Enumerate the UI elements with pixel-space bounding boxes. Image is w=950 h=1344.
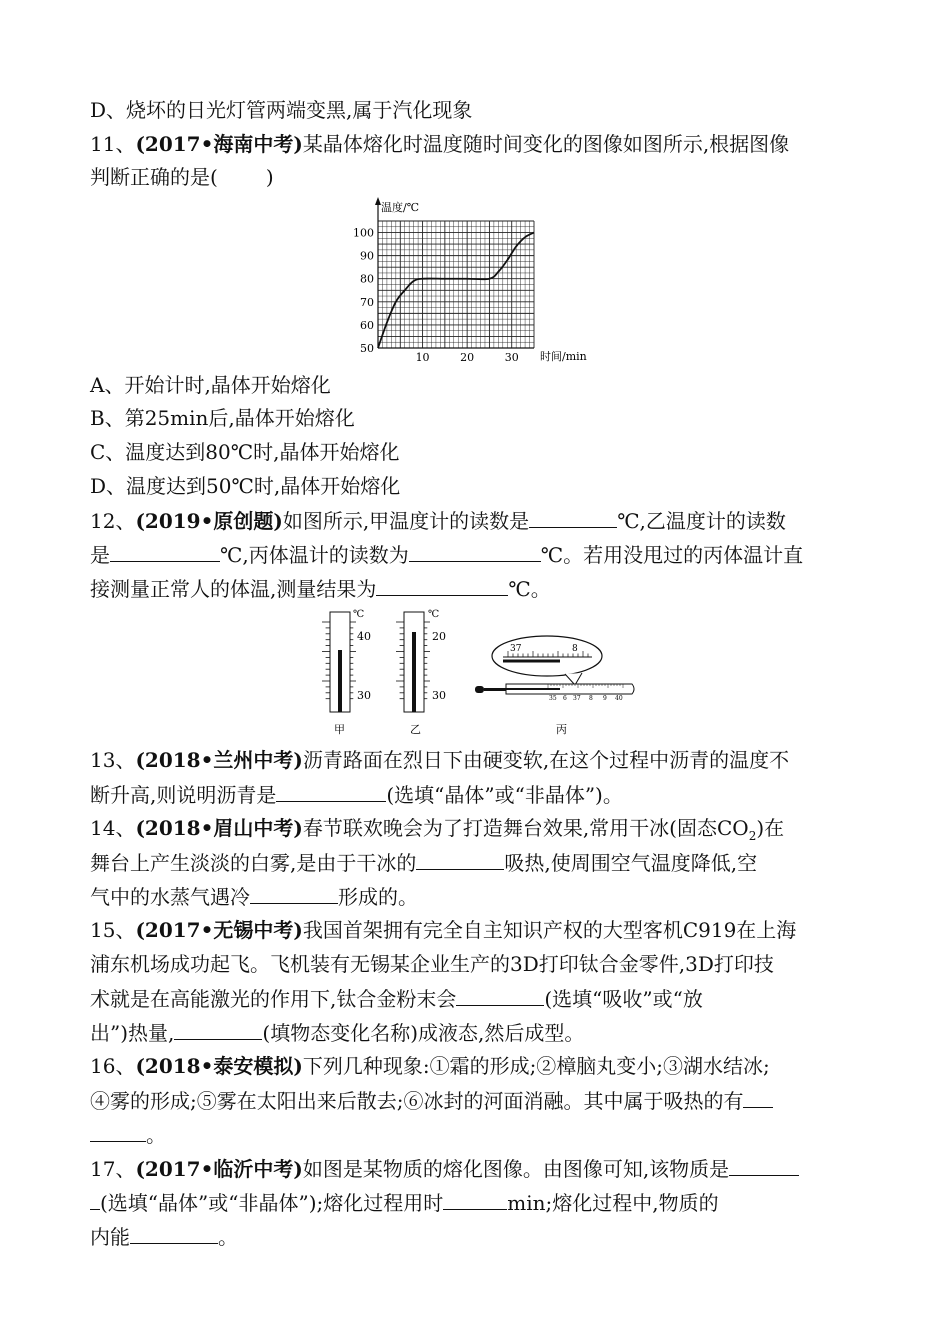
x-tick-label: 30 [504, 351, 519, 364]
q15-text: (填物态变化名称)成液态,然后成型。 [262, 1021, 585, 1045]
q12-text: ℃,乙温度计的读数 [617, 509, 786, 533]
bing-scale-label: 35 [549, 695, 557, 702]
jia-label-30: 30 [357, 689, 371, 702]
bing-scale-label: 8 [589, 695, 593, 702]
q12-line2 [90, 541, 803, 568]
q13-text: 断升高,则说明沥青是 [90, 783, 277, 807]
q17-blank-1-cont[interactable] [90, 1189, 100, 1210]
q12-text: ℃。 [508, 577, 551, 601]
x-tick-label: 10 [415, 351, 430, 364]
q11-option-c[interactable]: C、温度达到80℃时,晶体开始熔化 [90, 440, 400, 464]
q17-line1 [90, 1155, 799, 1182]
q14-subscript: 2 [748, 829, 757, 843]
q14-text: 形成的。 [338, 885, 418, 909]
q17-blank-3[interactable] [130, 1223, 218, 1244]
q13-text: (选填“晶体”或“非晶体”)。 [386, 783, 623, 807]
q11-option-b[interactable]: B、第25min后,晶体开始熔化 [90, 406, 355, 430]
q17-blank-1[interactable] [729, 1155, 799, 1176]
q17-line2 [90, 1189, 719, 1216]
magnifier-ellipse [492, 636, 602, 676]
x-tick-labels [416, 351, 519, 364]
thermometers-figure [310, 603, 650, 738]
q11-number: 11、 [90, 132, 136, 156]
melting-curve-chart [340, 192, 610, 367]
q16-blank-part2[interactable] [90, 1121, 146, 1142]
q12-line3 [90, 575, 551, 602]
q14-source: (2018•眉山中考) [135, 816, 303, 840]
q11-stem-line1 [90, 131, 789, 157]
q14-line3 [90, 883, 418, 910]
q12-text: 接测量正常人的体温,测量结果为 [90, 577, 377, 601]
q12-text: 是 [90, 543, 110, 567]
q15-blank-2[interactable] [174, 1019, 262, 1040]
jia-caption: 甲 [334, 723, 345, 736]
q17-number: 17、 [90, 1157, 136, 1181]
q15-blank-1[interactable] [456, 985, 544, 1006]
bing-scale-label: 6 [563, 695, 567, 702]
q16-line1 [90, 1053, 770, 1079]
q13-source: (2018•兰州中考) [135, 748, 303, 772]
bing-scale-label: 40 [615, 695, 623, 702]
q12-blank-4[interactable] [376, 575, 508, 596]
q13-blank[interactable] [276, 781, 386, 802]
q15-text: (选填“吸收”或“放 [544, 987, 703, 1011]
q13-number: 13、 [90, 748, 136, 772]
q15-line3 [90, 985, 703, 1012]
q17-line3 [90, 1223, 238, 1250]
q14-line2 [90, 849, 757, 876]
q11-stem-2a: 判断正确的是( [90, 165, 218, 189]
jia-liquid-column [338, 650, 342, 712]
yi-caption: 乙 [410, 723, 421, 736]
q11-stem-line2 [90, 164, 274, 190]
q14-number: 14、 [90, 816, 136, 840]
q11-source: (2017•海南中考) [135, 132, 303, 156]
magnifier-label-37: 37 [510, 644, 522, 654]
q16-text: 下列几种现象:①霜的形成;②樟脑丸变小;③湖水结冰; [302, 1054, 770, 1078]
q16-source: (2018•泰安模拟) [135, 1054, 303, 1078]
q17-text: 如图是某物质的熔化图像。由图像可知,该物质是 [302, 1157, 730, 1181]
thermometer-jia [322, 609, 371, 736]
q12-text: ℃,丙体温计的读数为 [220, 543, 409, 567]
q15-line2: 浦东机场成功起飞。飞机装有无锡某企业生产的3D打印钛合金零件,3D打印技 [90, 952, 774, 976]
magnifier-label-8: 8 [572, 644, 578, 654]
q12-text: 如图所示,甲温度计的读数是 [282, 509, 530, 533]
x-tick-label: 20 [460, 351, 475, 364]
q14-line1 [90, 815, 784, 849]
thermometer-yi [396, 609, 446, 736]
q12-number: 12、 [90, 509, 136, 533]
q13-text: 沥青路面在烈日下由硬变软,在这个过程中沥青的温度不 [302, 748, 790, 772]
q15-line1 [90, 917, 796, 943]
q14-blank-2[interactable] [250, 883, 338, 904]
q17-blank-2[interactable] [443, 1189, 507, 1210]
q11-stem: 某晶体熔化时温度随时间变化的图像如图所示,根据图像 [302, 132, 790, 156]
q17-text: 内能 [90, 1225, 130, 1249]
y-tick-labels [353, 227, 374, 355]
yi-liquid-column [412, 632, 416, 712]
jia-label-40: 40 [357, 630, 371, 643]
q16-line3 [90, 1121, 166, 1148]
yi-unit: ℃ [428, 609, 440, 620]
q11-option-a[interactable]: A、开始计时,晶体开始熔化 [90, 373, 331, 397]
q15-source: (2017•无锡中考) [135, 918, 303, 942]
q17-text: 。 [218, 1225, 238, 1249]
clinical-thermometer-bing [475, 636, 634, 736]
q12-blank-2[interactable] [110, 541, 220, 562]
q14-blank-1[interactable] [416, 849, 504, 870]
q12-blank-3[interactable] [409, 541, 541, 562]
q12-line1 [90, 507, 786, 534]
q16-number: 16、 [90, 1054, 136, 1078]
y-tick-label: 60 [360, 318, 374, 332]
q13-line1 [90, 747, 789, 773]
q14-text: 春节联欢晚会为了打造舞台效果,常用干冰(固态CO [302, 816, 749, 840]
q10-option-d: D、烧坏的日光灯管两端变黑,属于汽化现象 [90, 98, 473, 122]
q15-text: 出”)热量, [90, 1021, 175, 1045]
chart-grid [378, 221, 534, 348]
q16-blank-part1[interactable] [743, 1087, 773, 1108]
q17-text: min;熔化过程中,物质的 [507, 1191, 719, 1215]
q14-text: 吸热,使周围空气温度降低,空 [504, 851, 758, 875]
y-tick-label: 100 [353, 226, 374, 240]
y-tick-label: 50 [360, 342, 374, 355]
q15-text: 我国首架拥有完全自主知识产权的大型客机C919在上海 [302, 918, 797, 942]
q15-number: 15、 [90, 918, 136, 942]
q11-option-d[interactable]: D、温度达到50℃时,晶体开始熔化 [90, 474, 401, 498]
yi-label-30: 30 [432, 689, 446, 702]
q12-source: (2019•原创题) [135, 509, 283, 533]
q17-source: (2017•临沂中考) [135, 1157, 303, 1181]
bing-caption: 丙 [556, 723, 567, 736]
bing-scale-label: 37 [573, 695, 581, 702]
yi-label-20: 20 [432, 630, 446, 643]
y-tick-label: 70 [360, 295, 374, 309]
q16-text: ④雾的形成;⑤雾在太阳出来后散去;⑥冰封的河面消融。其中属于吸热的有 [90, 1089, 744, 1113]
q14-text: )在 [756, 816, 785, 840]
q14-text: 舞台上产生淡淡的白雾,是由于干冰的 [90, 851, 417, 875]
q15-line4 [90, 1019, 584, 1046]
bing-bulb [475, 686, 484, 693]
q11-stem-2b: ) [265, 165, 274, 189]
y-axis-label: 温度/℃ [381, 201, 420, 214]
x-axis-label: 时间/min [540, 350, 587, 363]
bing-scale-label: 9 [603, 695, 607, 702]
q12-blank-1[interactable] [529, 507, 617, 528]
q13-line2 [90, 781, 623, 808]
q16-line2 [90, 1087, 773, 1114]
y-tick-label: 80 [360, 272, 374, 286]
q15-text: 术就是在高能激光的作用下,钛合金粉末会 [90, 987, 457, 1011]
q17-text: (选填“晶体”或“非晶体”);熔化过程用时 [100, 1191, 444, 1215]
y-tick-label: 90 [360, 249, 374, 263]
q12-text: ℃。若用没甩过的丙体温计直 [540, 543, 804, 567]
q16-text: 。 [146, 1123, 166, 1147]
jia-unit: ℃ [353, 609, 365, 620]
q14-text: 气中的水蒸气遇冷 [90, 885, 250, 909]
